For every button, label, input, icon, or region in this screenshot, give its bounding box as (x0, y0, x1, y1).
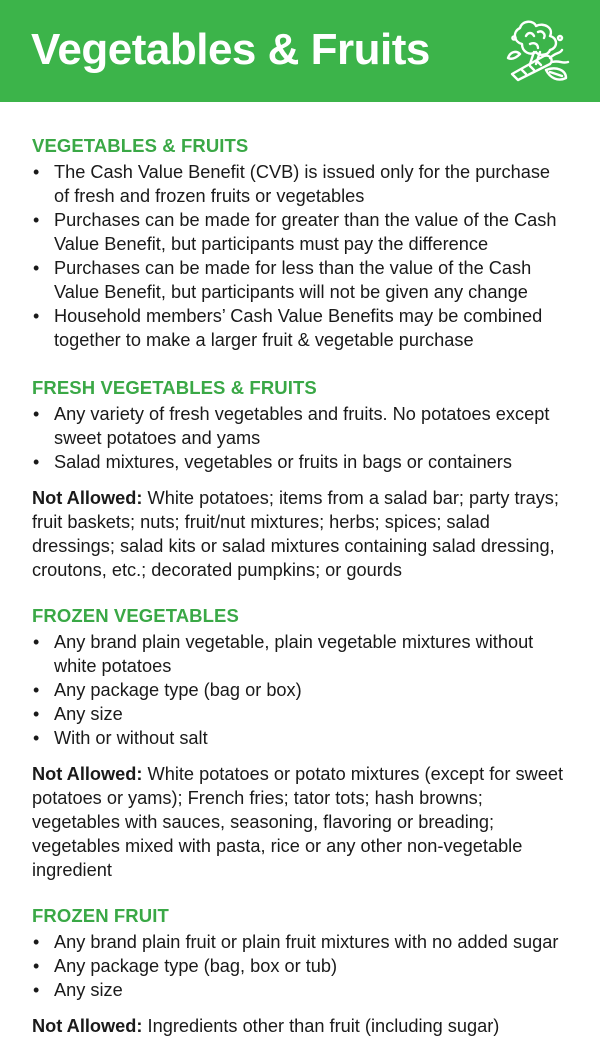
vegetable-bundle-icon (500, 14, 576, 90)
list-item: • Salad mixtures, vegetables or fruits in bags or containers (32, 450, 570, 474)
not-allowed-label: Not Allowed: (32, 488, 143, 508)
bullet-list (32, 402, 570, 474)
list-item: • Household members’ Cash Value Benefits may be combined together to make a larger fruit & vegetable purchase (32, 304, 570, 352)
not-allowed-label: Not Allowed: (32, 1016, 143, 1036)
not-allowed-note (32, 1014, 570, 1038)
list-item: • Purchases can be made for greater than the value of the Cash Value Benefit, but participants must pay the difference (32, 208, 570, 256)
list-item: • Purchases can be made for less than the value of the Cash Value Benefit, but participants will not be given any change (32, 256, 570, 304)
list-item: • Any package type (bag or box) (32, 678, 570, 702)
list-item: • Any brand plain vegetable, plain vegetable mixtures without white potatoes (32, 630, 570, 678)
list-item: • Any brand plain fruit or plain fruit mixtures with no added sugar (32, 930, 570, 954)
bullet-list (32, 630, 570, 750)
not-allowed-text: White potatoes; items from a salad bar; party trays; fruit baskets; nuts; fruit/nut mixtures; herbs; spices; salad dressings; salad kits or salad mixtures containing salad dressing, croutons, etc.; decorated pumpkins; or gourds (32, 488, 559, 580)
list-item: • Any variety of fresh vegetables and fruits. No potatoes except sweet potatoes and yams (32, 402, 570, 450)
not-allowed-note (32, 762, 570, 882)
section-heading: VEGETABLES & FRUITS (32, 135, 249, 156)
page-title: Vegetables & Fruits (31, 25, 430, 74)
list-item: • With or without salt (32, 726, 570, 750)
section-fresh-vegetables-fruits (32, 376, 570, 582)
bullet-list (32, 930, 570, 1002)
section-vegetables-fruits (32, 134, 570, 352)
list-item: • The Cash Value Benefit (CVB) is issued only for the purchase of fresh and frozen fruits or vegetables (32, 160, 570, 208)
section-heading: FROZEN VEGETABLES (32, 605, 239, 626)
list-item: • Any package type (bag, box or tub) (32, 954, 570, 978)
page-header (0, 0, 600, 102)
section-frozen-fruit (32, 904, 570, 1038)
not-allowed-note (32, 486, 570, 582)
not-allowed-text: White potatoes or potato mixtures (except for sweet potatoes or yams); French fries; tator tots; hash browns; vegetables with sauces, seasoning, flavoring or breading; vegetables mixed with pasta, rice or any other non-vegetable ingredient (32, 764, 564, 880)
section-frozen-vegetables (32, 604, 570, 882)
not-allowed-text: Ingredients other than fruit (including sugar) (147, 1016, 500, 1036)
list-item: • Any size (32, 702, 570, 726)
not-allowed-label: Not Allowed: (32, 764, 143, 784)
section-heading: FROZEN FRUIT (32, 905, 169, 926)
section-heading: FRESH VEGETABLES & FRUITS (32, 377, 317, 398)
content (0, 102, 600, 1038)
bullet-list (32, 160, 570, 352)
list-item: • Any size (32, 978, 570, 1002)
